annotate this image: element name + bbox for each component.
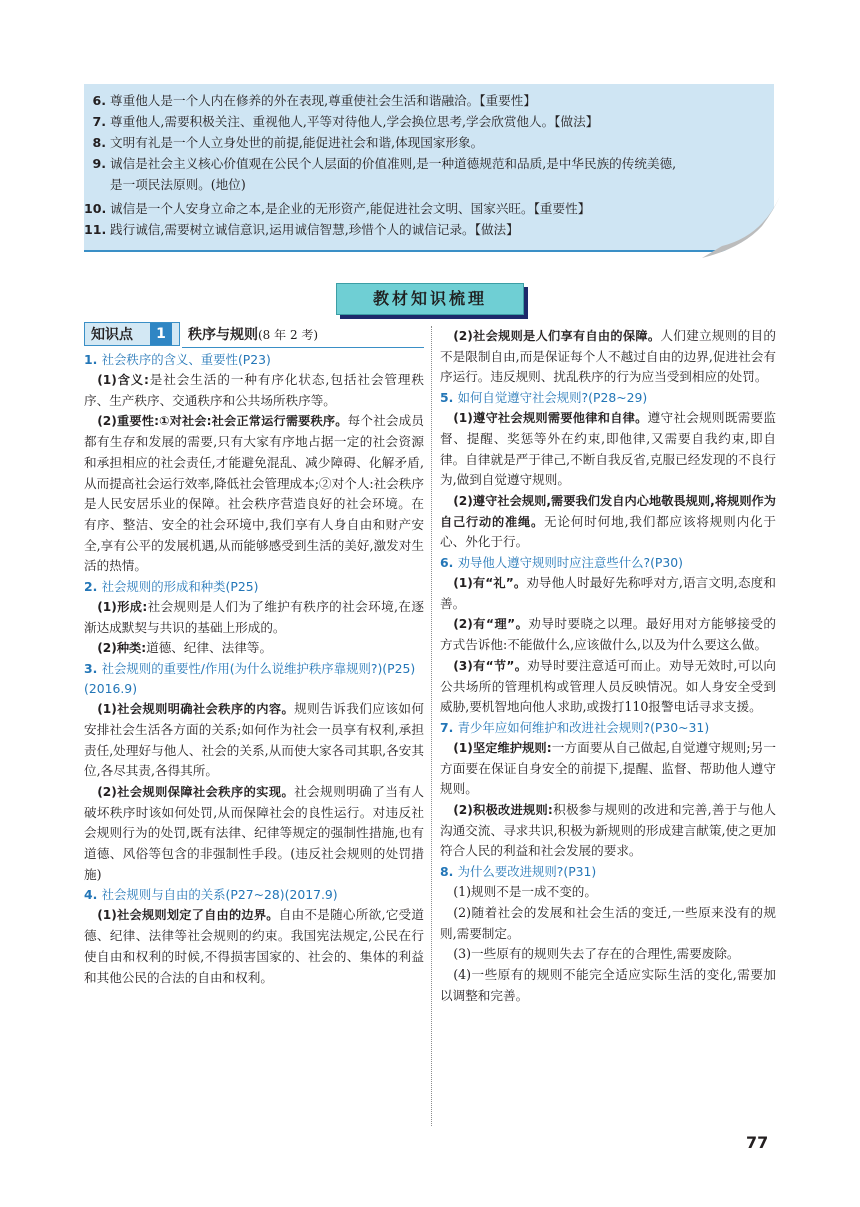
summary-line [84, 220, 519, 239]
paragraph-text: (4)一些原有的规则不能完全适应实际生活的变化,需要加以调整和完善。 [440, 966, 776, 1003]
paragraph [440, 326, 776, 388]
summary-line-number: 11. [84, 222, 107, 237]
summary-line-text: 诚信是一个人安身立命之本,是企业的无形资产,能促进社会文明、国家兴旺。【重要性】 [110, 201, 591, 216]
question-number: 5. [440, 390, 458, 406]
paragraph-text: 一方面要从自己做起,自觉遵守规则;另一方面要在保证自身安全的前提下,提醒、监督、帮助他人遵守规则。 [440, 739, 777, 797]
question-text: 劝导他人遵守规则时应注意些什么?(P30) [457, 555, 683, 571]
question-text: 社会规则与自由的关系(P27~28)(2017.9) [101, 887, 338, 903]
question-number: 1. [84, 352, 102, 367]
question-text: 社会规则的重要性/作用(为什么说维护秩序靠规则?)(P25)(2016.9) [84, 661, 416, 697]
question-heading [84, 885, 424, 905]
knowledge-point-title-text: 秩序与规则 [188, 327, 258, 343]
question-number: 4. [84, 887, 102, 903]
paragraph-text: 是社会生活的一种有序化状态,包括社会管理秩序、生产秩序、交通秩序和公共场所秩序等。 [84, 372, 424, 408]
question-heading [440, 388, 776, 408]
paragraph-text: 劝导时要注意适可而止。劝导无效时,可以向公共场所的管理机构或管理人员反映情况。如人身安全受到威胁,要机智地向他人求助,或拨打110报警电话寻求支援。 [440, 657, 776, 715]
question-heading [440, 718, 776, 738]
question-heading [440, 862, 776, 882]
paragraph-text: 劝导他人时最好先称呼对方,语言文明,态度和善。 [440, 575, 776, 611]
paragraph [84, 597, 424, 638]
paragraph-text: 每个社会成员都有生存和发展的需要,只有大家有序地占据一定的社会资源和承担相应的社会责任,才能避免混乱、减少障碍、化解矛盾,从而提高社会运行效率,降低社会管理成本;②对个人:社会秩序是人民安居乐业的保障。社会秩序营造良好的社会环境。在有序、整洁、安全的社会环境中,我们享有人身自由和财产安全,享有公平的发展机遇,从而能够感受到生活的美好,激发对生活的热情。 [84, 413, 425, 574]
paragraph [84, 411, 424, 577]
question-number: 6. [440, 555, 458, 571]
paragraph-emphasis: (1)社会规则明确社会秩序的内容。 [97, 702, 295, 717]
summary-line-number: 9. [92, 156, 106, 171]
knowledge-point-header [84, 322, 424, 348]
summary-line-text: 尊重他人,需要积极关注、重视他人,平等对待他人,学会换位思考,学会欣赏他人。【做法】 [110, 114, 599, 129]
page-number: 77 [746, 1133, 769, 1152]
paragraph-text: 道德、纪律、法律等。 [146, 640, 273, 656]
summary-line-number: 8. [92, 135, 106, 150]
paragraph-emphasis: (2)有“理”。 [453, 617, 529, 632]
summary-line-text: 是一项民法原则。(地位) [110, 177, 246, 192]
question-text: 如何自觉遵守社会规则?(P28~29) [457, 390, 648, 406]
paragraph-text: 社会规则是人们为了维护有秩序的社会环境,在逐渐达成默契与共识的基础上形成的。 [84, 599, 424, 635]
paragraph-emphasis: (2)遵守社会规则,需要我们发自内心地敬畏规则,将规则作为自己行动的准绳。 [440, 493, 776, 529]
page-curl-icon [702, 196, 780, 258]
summary-line-text: 文明有礼是一个人立身处世的前提,能促进社会和谐,体现国家形象。 [110, 135, 484, 150]
question-number: 2. [84, 579, 102, 595]
knowledge-point-number: 1 [150, 323, 172, 345]
knowledge-point-note: (8 年 2 考) [258, 328, 319, 342]
paragraph-emphasis: (2)社会规则是人们享有自由的保障。 [453, 329, 661, 343]
question-text: 社会秩序的含义、重要性(P23) [101, 352, 271, 367]
section-banner: 教材知识梳理 [336, 283, 524, 315]
paragraph-text: (2)随着社会的发展和社会生活的变迁,一些原来没有的规则,需要制定。 [440, 904, 776, 941]
knowledge-point-title [188, 324, 318, 344]
paragraph-text: 劝导时要晓之以理。最好用对方能够接受的方式告诉他:不能做什么,应该做什么,以及为什么要这么做。 [440, 616, 777, 653]
paragraph [440, 903, 776, 944]
summary-line-number: 6. [92, 93, 106, 108]
paragraph-emphasis: (1)遵守社会规则需要他律和自律。 [453, 411, 648, 426]
question-number: 3. [84, 661, 102, 677]
summary-line [84, 91, 536, 110]
paragraph-emphasis: (1)形成: [97, 600, 148, 615]
paragraph [84, 638, 424, 659]
paragraph-text: 人们建立规则的目的不是限制自由,而是保证每个人不越过自由的边界,促进社会有序运行。违反规则、扰乱秩序的行为应当受到相应的处罚。 [440, 328, 777, 385]
paragraph [84, 905, 424, 988]
summary-box [84, 84, 774, 252]
summary-line-text: 践行诚信,需要树立诚信意识,运用诚信智慧,珍惜个人的诚信记录。【做法】 [110, 222, 519, 237]
paragraph [440, 944, 776, 965]
paragraph [440, 573, 776, 614]
right-column-body [440, 326, 776, 1006]
paragraph [440, 965, 776, 1006]
paragraph-text: 积极参与规则的改进和完善,善于与他人沟通交流、寻求共识,积极为新规则的形成建言献策,使之更加符合人民的利益和社会发展的要求。 [440, 802, 776, 859]
question-text: 青少年应如何维护和改进社会规则?(P30~31) [457, 719, 710, 735]
paragraph-emphasis: (2)种类: [97, 641, 147, 656]
paragraph [440, 800, 776, 862]
paragraph-text: (1)规则不是一成不变的。 [453, 884, 597, 900]
left-column-body [84, 350, 424, 988]
paragraph [84, 782, 424, 886]
question-heading [84, 577, 424, 597]
summary-line-text: 尊重他人是一个人内在修养的外在表现,尊重使社会生活和谐融洽。【重要性】 [110, 93, 536, 108]
right-column [440, 326, 776, 1006]
paragraph [84, 370, 424, 411]
paragraph [440, 738, 776, 800]
summary-line-text: 诚信是社会主义核心价值观在公民个人层面的价值准则,是一种道德规范和品质,是中华民族的传统美德, [110, 156, 677, 171]
summary-line [84, 199, 590, 218]
summary-line [84, 133, 483, 152]
question-text: 为什么要改进规则?(P31) [457, 864, 597, 880]
paragraph-text: 遵守社会规则既需要监督、提醒、奖惩等外在约束,即他律,又需要自我约束,即自律。自律就是严于律己,不断自我反省,克服已经发现的不良行为,做到自觉遵守规则。 [440, 410, 777, 488]
paragraph [440, 491, 776, 553]
paragraph-emphasis: (1)社会规则划定了自由的边界。 [97, 908, 279, 923]
paragraph [440, 656, 776, 718]
question-heading [84, 659, 424, 699]
summary-line [110, 175, 246, 194]
question-number: 7. [440, 719, 458, 735]
paragraph-emphasis: (3)有“节”。 [453, 658, 528, 673]
summary-line-number: 7. [92, 114, 106, 129]
question-heading [440, 553, 776, 573]
paragraph-emphasis: (2)社会规则保障社会秩序的实现。 [97, 784, 295, 799]
summary-line-number: 10. [84, 201, 107, 216]
paragraph-text: 无论何时何地,我们都应该将规则内化于心、外化于行。 [440, 513, 776, 550]
paragraph-emphasis: (1)坚定维护规则: [453, 740, 552, 755]
question-heading [84, 350, 424, 370]
paragraph [440, 882, 776, 903]
left-column [84, 322, 424, 988]
question-number: 8. [440, 864, 458, 880]
paragraph-text: 规则告诉我们应该如何安排社会生活各方面的关系;如何作为社会一员享有权利,承担责任,处理好与他人、社会的关系,从而使大家各司其职,各安其位,各尽其责,各得其所。 [84, 701, 425, 779]
question-text: 社会规则的形成和种类(P25) [101, 579, 259, 595]
knowledge-point-tag: 知识点 [84, 322, 180, 346]
paragraph-emphasis: (1)有“礼”。 [453, 576, 527, 591]
paragraph-emphasis: (1)含义: [97, 373, 149, 387]
summary-line [84, 154, 676, 173]
paragraph [440, 408, 776, 491]
paragraph [84, 699, 424, 782]
header-underline [182, 347, 424, 348]
paragraph-emphasis: (2)积极改进规则: [453, 803, 553, 818]
paragraph-text: 自由不是随心所欲,它受道德、纪律、法律等社会规则的约束。我国宪法规定,公民在行使自由和权利的时候,不得损害国家的、社会的、集体的利益和其他公民的合法的自由和权利。 [84, 907, 424, 985]
paragraph-emphasis: (2)重要性:①对社会:社会正常运行需要秩序。 [97, 414, 348, 429]
column-divider [431, 326, 432, 1126]
paragraph-text: (3)一些原有的规则失去了存在的合理性,需要废除。 [453, 946, 740, 962]
summary-line [84, 112, 598, 131]
paragraph [440, 614, 776, 655]
paragraph-text: 社会规则明确了当有人破坏秩序时该如何处罚,从而保障社会的良性运行。对违反社会规则行为的处罚,既有法律、纪律等规定的强制性措施,也有道德、风俗等包含的非强制性手段。(违反社会规则的处罚措施) [84, 783, 425, 882]
